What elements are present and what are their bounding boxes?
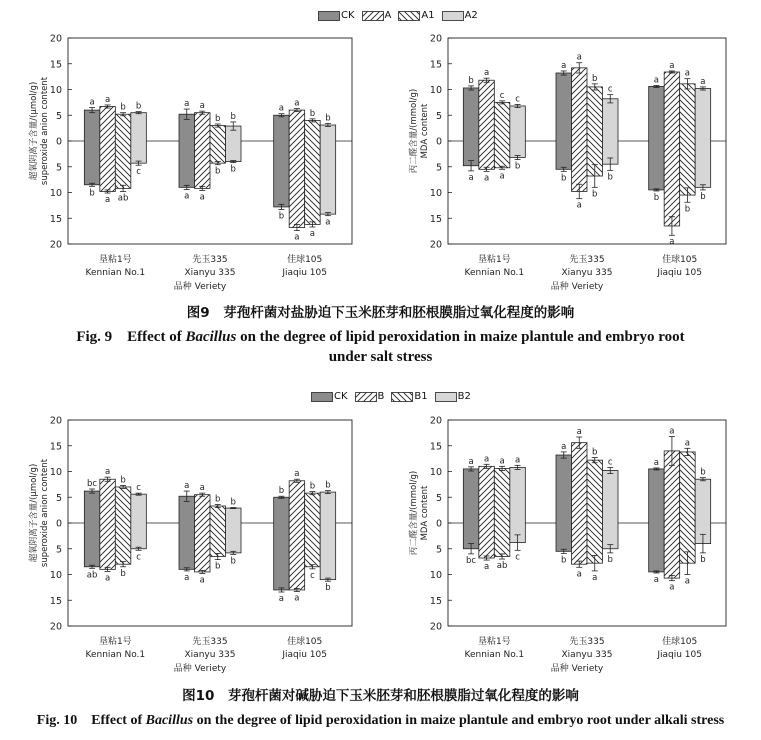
sig-label-up: a — [294, 98, 300, 109]
bar-ck — [274, 497, 290, 590]
bar-a2 — [695, 88, 711, 187]
caption-fig10-en-suffix: on the degree of lipid peroxidation in maize plantule and embryo root under alkali stress — [193, 713, 725, 728]
sig-label-up: a — [104, 94, 111, 105]
bar-b1 — [494, 468, 510, 556]
y-tick-label: 15 — [429, 441, 442, 453]
bar-a — [100, 106, 116, 191]
bar-b1 — [305, 493, 321, 567]
sig-label-up: b — [325, 113, 331, 124]
sig-label-up: b — [700, 467, 706, 478]
sig-label-up: a — [104, 467, 111, 478]
sig-label-down: b — [89, 188, 95, 199]
category-label-en: Jiaqiu 105 — [657, 268, 702, 278]
sig-label-up: b — [230, 497, 236, 508]
bar-b1 — [587, 460, 603, 563]
x-axis-label: 品种 Veriety — [550, 282, 604, 292]
sig-label-up: c — [499, 90, 505, 101]
legend-fig9 — [318, 10, 485, 21]
sig-label-down: b — [230, 164, 236, 175]
legend-item-b1 — [391, 391, 427, 402]
bar-a1 — [587, 87, 603, 176]
sig-label-down: b — [561, 555, 567, 566]
sig-label-down: a — [499, 171, 505, 182]
y-tick-label: 5 — [55, 110, 62, 122]
y-tick-label: 15 — [49, 595, 62, 607]
y-tick-label: 15 — [49, 441, 62, 453]
sig-label-down: a — [576, 569, 582, 580]
y-tick-label: 0 — [55, 518, 62, 530]
y-tick-label: 20 — [49, 239, 62, 251]
legend-label: B — [377, 391, 385, 402]
y-axis-label-cn: 丙二醛含量/(mmol/g) — [409, 88, 419, 174]
sig-label-down: b — [592, 189, 598, 200]
sig-label-up: a — [499, 456, 505, 467]
y-axis-label-en: superoxide anion content — [40, 76, 50, 186]
y-axis-label-en: MDA content — [420, 103, 430, 159]
sig-label-up: a — [576, 426, 582, 437]
sig-label-up: a — [684, 68, 691, 79]
category-label-en: Xianyu 335 — [561, 268, 613, 278]
bar-ck — [84, 491, 100, 567]
sig-label-down: a — [278, 594, 285, 605]
y-tick-label: 20 — [49, 415, 62, 427]
sig-label-up: a — [278, 103, 285, 114]
bar-ck — [463, 88, 479, 166]
sig-label-down: a — [294, 232, 300, 243]
caption-fig10-en — [0, 709, 761, 729]
bar-b — [479, 466, 495, 558]
sig-label-up: b — [325, 480, 331, 491]
bar-a — [479, 80, 495, 169]
bar-ck — [84, 110, 100, 185]
sig-label-up: a — [561, 441, 567, 452]
sig-label-down: ab — [86, 570, 98, 581]
y-tick-label: 20 — [429, 415, 442, 427]
sig-label-up: a — [89, 97, 95, 108]
y-tick-label: 15 — [429, 213, 442, 225]
y-tick-label: 5 — [55, 492, 62, 504]
bar-ck — [179, 496, 195, 569]
sig-label-down: b — [325, 583, 331, 594]
y-tick-label: 10 — [429, 570, 442, 581]
sig-label-up: a — [483, 454, 490, 465]
y-axis-label-cn: 超氧阴离子含量/(μmol/g) — [29, 463, 39, 563]
category-label-cn: 佳球105 — [287, 255, 323, 265]
sig-label-down: b — [607, 554, 613, 565]
category-label-en: Kennian No.1 — [85, 268, 146, 278]
bar-ck — [463, 469, 479, 549]
bar-b1 — [680, 452, 696, 563]
sig-label-down: a — [104, 195, 111, 206]
y-tick-label: 5 — [55, 162, 62, 174]
sig-label-up: a — [294, 469, 300, 480]
y-tick-label: 5 — [435, 492, 442, 504]
sig-label-down: a — [325, 217, 331, 228]
bar-ck — [556, 455, 572, 551]
y-tick-label: 15 — [429, 59, 442, 71]
sig-label-up: a — [468, 456, 474, 467]
bar-a2 — [131, 113, 147, 163]
legend-label: CK — [334, 391, 348, 402]
y-tick-label: 0 — [435, 136, 442, 148]
x-axis-label: 品种 Veriety — [550, 664, 604, 674]
sig-label-up: a — [700, 76, 706, 87]
sig-label-down: c — [136, 552, 141, 563]
legend-label: CK — [341, 10, 355, 21]
legend-label: A — [384, 10, 392, 21]
category-label-en: Jiaqiu 105 — [282, 268, 327, 278]
category-label-cn: 佳球105 — [662, 637, 698, 647]
category-label-cn: 佳球105 — [287, 637, 323, 647]
legend-fig10 — [311, 391, 478, 402]
sig-label-down: b — [700, 554, 706, 565]
sig-label-up: c — [607, 84, 613, 95]
category-label-en: Xianyu 335 — [561, 650, 613, 660]
y-tick-label: 10 — [49, 570, 62, 581]
sig-label-up: a — [669, 426, 675, 437]
bar-b2 — [603, 470, 619, 548]
legend-swatch — [311, 392, 333, 402]
sig-label-down: a — [483, 562, 490, 573]
caption-fig9-en — [0, 325, 761, 346]
sig-label-up: b — [309, 108, 316, 119]
y-tick-label: 5 — [55, 544, 62, 556]
bar-b — [572, 443, 588, 565]
bar-b — [195, 495, 211, 572]
bar-b2 — [320, 492, 336, 580]
caption-fig10-cn: 图10 芽孢杆菌对碱胁迫下玉米胚芽和胚根膜脂过氧化程度的影响 — [182, 688, 579, 704]
legend-swatch — [391, 392, 413, 402]
bar-ck — [179, 114, 195, 187]
legend-swatch — [318, 11, 340, 21]
y-tick-label: 20 — [49, 621, 62, 633]
sig-label-down: b — [514, 161, 521, 172]
bar-a — [195, 113, 211, 189]
category-label-cn: 垦粘1号 — [98, 637, 132, 647]
sig-label-up: b — [592, 447, 598, 458]
sig-label-up: a — [514, 455, 521, 466]
sig-label-down: b — [215, 561, 221, 572]
bar-b1 — [115, 487, 131, 564]
y-tick-label: 10 — [429, 467, 442, 478]
sig-label-up: a — [483, 68, 490, 79]
y-tick-label: 10 — [49, 467, 62, 478]
sig-label-up: a — [653, 457, 660, 468]
legend-item-a2 — [442, 10, 478, 21]
sig-label-down: a — [184, 191, 190, 202]
sig-label-up: b — [278, 486, 285, 497]
sig-label-up: a — [199, 101, 205, 112]
sig-label-up: c — [515, 94, 520, 105]
legend-label: B1 — [414, 391, 428, 402]
sig-label-down: c — [310, 570, 315, 581]
sig-label-down: a — [104, 573, 111, 584]
sig-label-down: bc — [466, 555, 477, 566]
caption-fig9-en-italic: Bacillus — [185, 329, 237, 345]
y-tick-label: 20 — [429, 621, 442, 633]
bar-a1 — [210, 126, 226, 164]
sig-label-down: a — [669, 582, 675, 593]
sig-label-up: bc — [87, 479, 98, 490]
bar-ck — [274, 115, 290, 207]
chart-fig9-mda — [380, 22, 761, 292]
category-label-cn: 垦粘1号 — [477, 255, 511, 265]
bar-b1 — [210, 506, 226, 556]
chart-fig10-superoxide — [0, 404, 380, 674]
category-label-cn: 佳球105 — [662, 255, 698, 265]
sig-label-down: b — [653, 192, 660, 203]
category-label-en: Xianyu 335 — [184, 268, 236, 278]
bar-a — [289, 110, 305, 227]
bar-a1 — [305, 120, 321, 224]
sig-label-up: b — [135, 101, 142, 112]
y-tick-label: 20 — [429, 33, 442, 45]
sig-label-up: b — [230, 111, 236, 122]
bar-b — [289, 481, 305, 590]
sig-label-down: b — [561, 173, 567, 184]
legend-label: A1 — [421, 10, 435, 21]
chart-fig9-superoxide — [0, 22, 380, 292]
bar-b — [100, 479, 116, 569]
sig-label-down: a — [653, 574, 660, 585]
sig-label-up: b — [592, 73, 598, 84]
y-axis-label-en: MDA content — [420, 485, 430, 541]
legend-label: B2 — [457, 391, 471, 402]
bar-a2 — [603, 99, 619, 164]
caption-fig9-en-line2: under salt stress — [328, 349, 433, 365]
y-tick-label: 5 — [435, 110, 442, 122]
bar-b — [664, 451, 680, 578]
sig-label-up: a — [669, 60, 675, 71]
y-tick-label: 0 — [55, 136, 62, 148]
sig-label-up: c — [607, 457, 613, 468]
bar-ck — [556, 73, 572, 169]
category-label-cn: 先玉335 — [569, 255, 605, 265]
sig-label-up: b — [468, 75, 474, 86]
sig-label-down: b — [215, 166, 221, 177]
category-label-en: Kennian No.1 — [85, 650, 146, 660]
sig-label-up: a — [199, 483, 205, 494]
category-label-en: Jiaqiu 105 — [282, 650, 327, 660]
sig-label-up: a — [561, 60, 567, 71]
bar-ck — [649, 86, 665, 190]
bar-a2 — [226, 126, 242, 162]
y-tick-label: 5 — [435, 544, 442, 556]
category-label-en: Kennian No.1 — [464, 268, 525, 278]
legend-swatch — [442, 11, 464, 21]
legend-item-ck — [318, 10, 355, 21]
y-tick-label: 15 — [49, 59, 62, 71]
sig-label-up: a — [184, 99, 190, 110]
bar-a1 — [494, 102, 510, 167]
category-label-en: Jiaqiu 105 — [657, 650, 702, 660]
bar-b2 — [510, 467, 526, 542]
legend-label: A2 — [464, 10, 478, 21]
y-tick-label: 5 — [435, 162, 442, 174]
chart-fig10-mda — [380, 404, 761, 674]
y-tick-label: 15 — [429, 595, 442, 607]
sig-label-up: b — [120, 475, 126, 486]
sig-label-up: a — [576, 52, 582, 63]
caption-fig9-en-prefix: Fig. 9 Effect of — [76, 329, 186, 345]
y-axis-label-cn: 超氧阴离子含量/(μmol/g) — [29, 81, 39, 181]
y-tick-label: 20 — [429, 239, 442, 251]
caption-fig9-en-suffix: on the degree of lipid peroxidation in maize plantule and embryo root — [236, 329, 685, 345]
y-tick-label: 10 — [429, 188, 442, 199]
sig-label-down: b — [278, 211, 285, 222]
legend-item-b — [355, 391, 385, 402]
x-axis-label: 品种 Veriety — [173, 664, 227, 674]
sig-label-down: b — [230, 556, 236, 567]
y-tick-label: 10 — [429, 85, 442, 96]
y-tick-label: 10 — [49, 85, 62, 96]
category-label-cn: 垦粘1号 — [477, 637, 511, 647]
sig-label-down: b — [700, 191, 706, 202]
sig-label-down: c — [515, 552, 520, 563]
category-label-cn: 先玉335 — [192, 637, 228, 647]
legend-swatch — [355, 392, 377, 402]
y-tick-label: 15 — [49, 213, 62, 225]
bar-b2 — [131, 494, 147, 549]
legend-item-ck — [311, 391, 348, 402]
y-axis-label-cn: 丙二醛含量/(mmol/g) — [409, 470, 419, 556]
legend-item-b2 — [435, 391, 471, 402]
legend-swatch — [362, 11, 384, 21]
sig-label-up: b — [215, 494, 221, 505]
sig-label-down: b — [684, 204, 691, 215]
category-label-en: Kennian No.1 — [464, 650, 525, 660]
bar-a1 — [680, 84, 696, 195]
bar-a2 — [510, 106, 526, 158]
legend-item-a — [362, 10, 392, 21]
y-axis-label-en: superoxide anion content — [40, 458, 50, 568]
sig-label-down: a — [684, 576, 691, 587]
bar-a1 — [115, 114, 131, 188]
category-label-cn: 先玉335 — [192, 255, 228, 265]
bar-a — [572, 68, 588, 192]
y-tick-label: 10 — [49, 188, 62, 199]
bar-b2 — [226, 508, 242, 553]
sig-label-up: a — [184, 481, 190, 492]
legend-item-a1 — [398, 10, 434, 21]
sig-label-down: a — [592, 572, 598, 583]
sig-label-up: b — [215, 114, 221, 125]
category-label-en: Xianyu 335 — [184, 650, 236, 660]
sig-label-up: a — [684, 438, 691, 449]
sig-label-up: a — [653, 75, 660, 86]
sig-label-down: b — [607, 172, 613, 183]
category-label-cn: 垦粘1号 — [98, 255, 132, 265]
sig-label-down: a — [468, 172, 474, 183]
y-tick-label: 20 — [49, 33, 62, 45]
bar-ck — [649, 469, 665, 572]
sig-label-up: b — [309, 481, 316, 492]
sig-label-down: ab — [117, 193, 129, 204]
y-tick-label: 0 — [435, 518, 442, 530]
sig-label-down: a — [309, 229, 316, 240]
sig-label-down: a — [199, 192, 205, 203]
sig-label-up: c — [136, 483, 141, 494]
sig-label-down: a — [483, 173, 490, 184]
sig-label-down: a — [576, 200, 582, 211]
sig-label-down: a — [184, 572, 190, 583]
sig-label-down: b — [120, 568, 126, 579]
sig-label-down: c — [136, 167, 141, 178]
sig-label-down: a — [199, 575, 205, 586]
legend-swatch — [398, 11, 420, 21]
bar-a2 — [320, 125, 336, 214]
caption-fig10-en-prefix: Fig. 10 Effect of — [36, 713, 146, 728]
caption-fig10-en-italic: Bacillus — [145, 713, 194, 728]
category-label-cn: 先玉335 — [569, 637, 605, 647]
sig-label-down: ab — [496, 561, 508, 572]
legend-swatch — [435, 392, 457, 402]
x-axis-label: 品种 Veriety — [173, 282, 227, 292]
caption-fig9-cn: 图9 芽孢杆菌对盐胁迫下玉米胚芽和胚根膜脂过氧化程度的影响 — [186, 305, 575, 321]
sig-label-down: a — [669, 237, 675, 248]
sig-label-down: a — [294, 593, 300, 604]
bar-a — [664, 72, 680, 226]
sig-label-up: b — [120, 102, 126, 113]
